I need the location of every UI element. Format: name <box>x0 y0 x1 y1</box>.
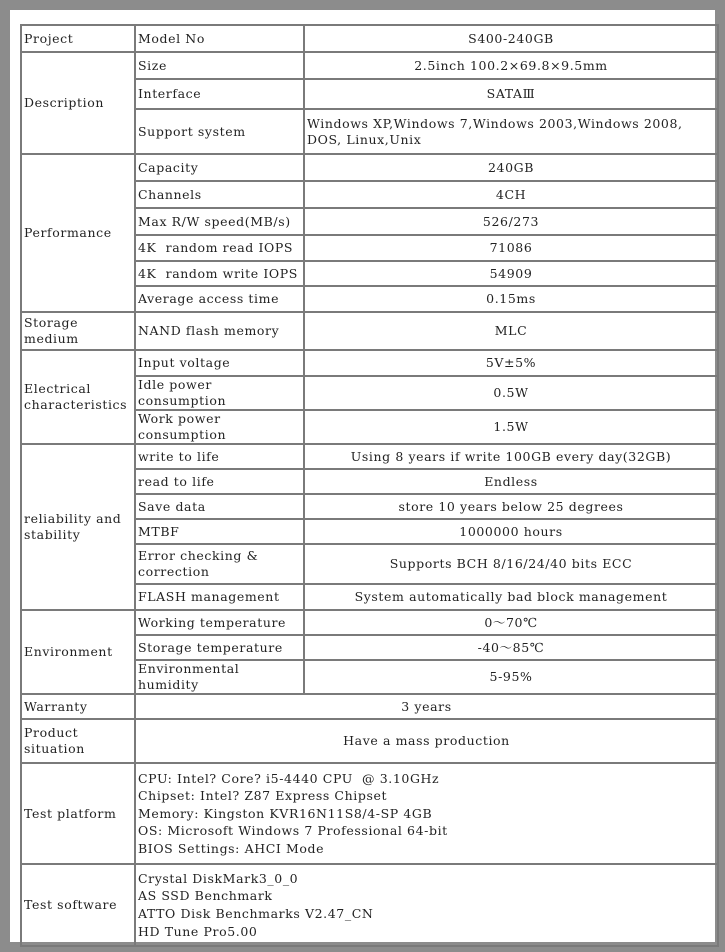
table-row <box>21 350 718 376</box>
platform-cpu-line: CPU: Intel? Core? i5-4440 CPU @ 3.10GHz <box>138 770 440 786</box>
working-temp-label: Working temperature <box>135 610 304 635</box>
ecc-value: Supports BCH 8/16/24/40 bits ECC <box>304 544 718 584</box>
interface-label: Interface <box>135 79 304 109</box>
product-situation-value: Have a mass production <box>135 719 718 763</box>
ecc-label: Error checking & correction <box>135 544 304 584</box>
table-row <box>21 312 718 350</box>
work-power-value: 1.5W <box>304 410 718 444</box>
model-value: S400-240GB <box>304 25 718 52</box>
table-row <box>21 719 718 763</box>
test-platform-value <box>135 763 718 864</box>
software-hdtune-line: HD Tune Pro5.00 <box>138 923 258 939</box>
spec-sheet <box>10 10 715 942</box>
storage-temp-value: -40～85℃ <box>304 635 718 660</box>
test-software-value <box>135 864 718 946</box>
table-row <box>21 610 718 635</box>
storage-medium-label: Storage medium <box>21 312 135 350</box>
input-voltage-label: Input voltage <box>135 350 304 376</box>
random-write-value: 54909 <box>304 261 718 286</box>
capacity-value: 240GB <box>304 154 718 181</box>
electrical-label: Electrical characteristics <box>21 350 135 444</box>
test-software-label: Test software <box>21 864 135 946</box>
table-row <box>21 154 718 181</box>
write-life-value: Using 8 years if write 100GB every day(32GB) <box>304 444 718 469</box>
platform-chipset-line: Chipset: Intel? Z87 Express Chipset <box>138 788 388 804</box>
random-read-label: 4K random read IOPS <box>135 235 304 261</box>
environment-label: Environment <box>21 610 135 694</box>
interface-value: SATAⅢ <box>304 79 718 109</box>
performance-label: Performance <box>21 154 135 312</box>
idle-power-label: Idle power consumption <box>135 376 304 410</box>
reliability-label: reliability and stability <box>21 444 135 610</box>
table-row <box>21 763 718 864</box>
rw-speed-value: 526/273 <box>304 208 718 235</box>
channels-value: 4CH <box>304 181 718 208</box>
description-label: Description <box>21 52 135 154</box>
nand-label: NAND flash memory <box>135 312 304 350</box>
random-read-value: 71086 <box>304 235 718 261</box>
read-life-label: read to life <box>135 469 304 494</box>
warranty-value: 3 years <box>135 694 718 719</box>
capacity-label: Capacity <box>135 154 304 181</box>
save-data-label: Save data <box>135 494 304 519</box>
test-platform-label: Test platform <box>21 763 135 864</box>
mtbf-value: 1000000 hours <box>304 519 718 544</box>
mtbf-label: MTBF <box>135 519 304 544</box>
humidity-value: 5-95% <box>304 660 718 694</box>
support-system-value: Windows XP,Windows 7,Windows 2003,Windows 2008, DOS, Linux,Unix <box>304 109 718 154</box>
rw-speed-label: Max R/W speed(MB/s) <box>135 208 304 235</box>
size-value: 2.5inch 100.2×69.8×9.5mm <box>304 52 718 79</box>
table-row <box>21 25 718 52</box>
flash-management-value: System automatically bad block management <box>304 584 718 610</box>
random-write-label: 4K random write IOPS <box>135 261 304 286</box>
working-temp-value: 0～70℃ <box>304 610 718 635</box>
flash-management-label: FLASH management <box>135 584 304 610</box>
table-row <box>21 864 718 946</box>
table-row <box>21 444 718 469</box>
save-data-value: store 10 years below 25 degrees <box>304 494 718 519</box>
access-time-label: Average access time <box>135 286 304 312</box>
table-row <box>21 694 718 719</box>
software-as-ssd-line: AS SSD Benchmark <box>138 888 273 904</box>
support-system-label: Support system <box>135 109 304 154</box>
nand-value: MLC <box>304 312 718 350</box>
table-row <box>21 52 718 79</box>
product-situation-label: Product situation <box>21 719 135 763</box>
read-life-value: Endless <box>304 469 718 494</box>
input-voltage-value: 5V±5% <box>304 350 718 376</box>
storage-temp-label: Storage temperature <box>135 635 304 660</box>
platform-bios-line: BIOS Settings: AHCI Mode <box>138 840 325 856</box>
specification-table <box>20 24 719 947</box>
model-label: Model No <box>135 25 304 52</box>
size-label: Size <box>135 52 304 79</box>
software-atto-line: ATTO Disk Benchmarks V2.47_CN <box>138 906 374 921</box>
platform-memory-line: Memory: Kingston KVR16N11S8/4-SP 4GB <box>138 805 433 821</box>
idle-power-value: 0.5W <box>304 376 718 410</box>
software-crystal-line: Crystal DiskMark3_0_0 <box>138 870 299 886</box>
write-life-label: write to life <box>135 444 304 469</box>
humidity-label: Environmental humidity <box>135 660 304 694</box>
project-header: Project <box>21 25 135 52</box>
warranty-label: Warranty <box>21 694 135 719</box>
access-time-value: 0.15ms <box>304 286 718 312</box>
work-power-label: Work power consumption <box>135 410 304 444</box>
channels-label: Channels <box>135 181 304 208</box>
platform-os-line: OS: Microsoft Windows 7 Professional 64-bit <box>138 823 448 839</box>
